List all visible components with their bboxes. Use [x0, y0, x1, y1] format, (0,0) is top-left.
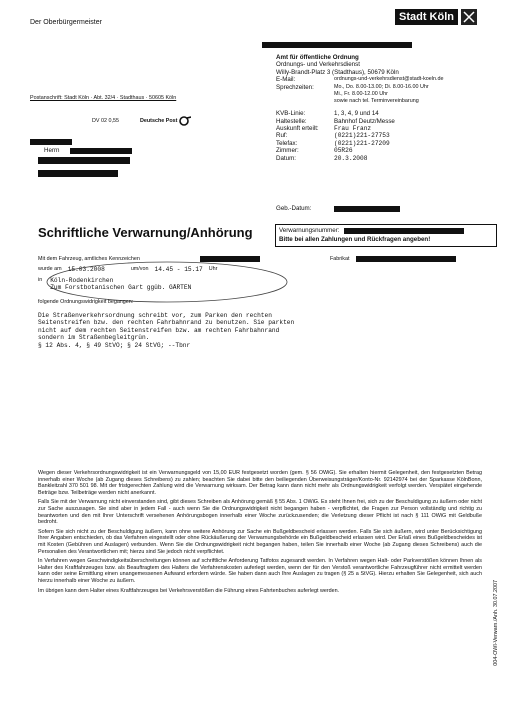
fax-value: (0221)221-27209	[334, 139, 390, 147]
email-value: ordnungs-und-verkehrsdienst@stadt-koeln.de	[334, 76, 444, 83]
dob-row	[276, 205, 400, 212]
postage: DV 02 0,55	[92, 118, 119, 124]
incident-place-1: Köln-Rodenkirchen	[50, 277, 114, 284]
stop-label: Haltestelle:	[276, 117, 307, 125]
body-paragraphs	[38, 470, 482, 597]
hours-label: Sprechzeiten:	[276, 83, 314, 91]
make-label: Fabrikat	[330, 256, 350, 262]
hours-value3: sowie nach tel. Terminvereinbarung	[334, 97, 419, 104]
stop-value: Bahnhof Deutz/Messe	[334, 117, 395, 125]
dob-label: Geb.-Datum:	[276, 205, 312, 212]
phone-label: Ruf:	[276, 132, 288, 140]
offence-label: folgende Ordnungswidrigkeit begangen:	[38, 299, 134, 305]
offence-text	[38, 312, 294, 349]
carrier: Deutsche Post	[140, 117, 178, 124]
reference-box	[275, 224, 497, 247]
room-value: 05R26	[334, 147, 353, 155]
office-block	[276, 54, 506, 162]
fax-label: Telefax:	[276, 139, 298, 147]
time-suffix: Uhr	[208, 266, 218, 272]
reference-note: Bitte bei allen Zahlungen und Rückfragen angeben!	[279, 236, 431, 244]
recipient-redacted-2	[38, 157, 130, 164]
offence-line-4: sondern im Straßenbegleitgrün.	[38, 334, 150, 342]
coat-of-arms-icon	[460, 8, 478, 26]
reference-label: Verwarnungsnummer:	[279, 227, 340, 234]
email-label: E-Mail:	[276, 76, 296, 84]
offence-line-2: Seitenstreifen bzw. den rechten Fahrbahnrand zu benutzen. Sie parkten	[38, 319, 295, 327]
room-label: Zimmer:	[276, 147, 299, 155]
time-prefix: um/von	[130, 266, 149, 272]
incident-time: 14.45 - 15.17	[154, 266, 203, 273]
office-address: Willy-Brandt-Platz 3 (Stadthaus), 50679 Köln	[276, 68, 399, 76]
offence-line-5: § 12 Abs. 4, § 49 StVO; § 24 StVG; --Tbnr	[38, 341, 191, 349]
redacted-header	[262, 42, 412, 48]
paragraph-procedure: Sofern Sie sich nicht zu der Beschuldigung äußern, kann ohne weitere Anhörung zur Sache ein Bußgeldbescheid erlassen werden. Falls Sie sich äußern, wird unter Berücksichtigung Ihrer Angaben entschieden, ob das Verfahren eingestellt oder ohne Rückäußerung der Verwarnungsbehörde ein Bußgeldbescheid erlassen wird. Der Erlaß eines Bußgeldbescheides ist mit Kosten (Gebühren und Auslagen) verbunden. Wenn Sie die Ordnungswidrigkeit nicht begangen haben, teilen Sie innerhalb einer Woche (ab Zugang dieses Schreibens) auch die Personalien des Verantwortlichen mit; hierzu sind Sie jedoch nicht verpflichtet.	[38, 528, 482, 555]
kvb-value: 1, 3, 4, 9 und 14	[334, 110, 379, 118]
dept-line2: Ordnungs- und Verkehrsdienst	[276, 61, 360, 69]
recipient-redacted-1	[70, 148, 132, 154]
incident-date: 15.03.2008	[67, 266, 105, 273]
paragraph-hearing: Falls Sie mit der Verwarnung nicht einverstanden sind, gibt dieses Schreiben als Anhörung gemäß § 55 Abs. 1 OWiG. Es steht Ihnen frei, sich zu der Beschuldigung zu äußern oder nicht zur Sache auszusagen. Sie sind aber in jedem Fall - auch wenn Sie die Ordnungswidrigkeit nicht begangen haben - verpflichtet, die Fragen zur Person vollständig und richtig zu beantworten und den mit Ihrer Unterschrift versehenen Anhörungsbogen innerhalb einer Woche zurückzusenden; die Verletzung dieser Pflicht ist nach § 111 OWiG mit Geldbuße bedroht.	[38, 499, 482, 526]
form-code-vertical: 004-OWI-Verwarn./Anh. 30.07.2007	[493, 580, 499, 666]
place-prefix: in	[38, 277, 43, 283]
redacted-code	[30, 139, 72, 145]
authority-name: Der Oberbürgermeister	[30, 19, 102, 26]
dob-redacted	[334, 206, 400, 212]
date-prefix: wurde am	[38, 266, 62, 272]
sender-line: Postanschrift: Stadt Köln · Abt. 32/4 · Stadthaus · 50605 Köln	[30, 95, 177, 101]
postage-stamp	[140, 116, 191, 126]
date-value: 20.3.2008	[334, 154, 368, 162]
incident-place-2: Zum Forstbotanischen Gart ggüb. GÄRTEN	[50, 284, 192, 292]
info-value: Frau Franz	[334, 125, 372, 133]
dept-line1: Amt für öffentliche Ordnung	[276, 54, 359, 61]
city-logo	[395, 8, 478, 26]
post-horn-icon	[179, 116, 191, 126]
page-title: Schriftliche Verwarnung/Anhörung	[38, 225, 253, 240]
hours-value1: Mo., Do. 8.00-13.00; Di. 8.00-16.00 Uhr	[334, 83, 429, 90]
info-label: Auskunft erteilt:	[276, 125, 319, 133]
recipient-salutation: Herrn	[44, 147, 60, 154]
offence-line-1: Die Straßenverkehrsordnung schreibt vor, zum Parken den rechten	[38, 312, 272, 319]
phone-value: (0221)221-27753	[334, 132, 390, 140]
vehicle-label: Mit dem Fahrzeug, amtliches Kennzeichen	[38, 256, 140, 262]
reference-redacted	[344, 228, 464, 234]
kvb-label: KVB-Linie:	[276, 110, 306, 118]
date-label: Datum:	[276, 154, 296, 162]
paragraph-fine: Wegen dieser Verkehrsordnungswidrigkeit ist ein Verwarnungsgeld von 15,00 EUR festgesetzt worden (gem. § 56 OWiG). Sie erhalten hiermit Gelegenheit, den festgesetzten Betrag innerhalb einer Woche (ab Zugang dieses Schreibens) zu zahlen; beachten Sie dabei bitte den beiliegenden Überweisungsträger/Konto-Nr. 92142974 bei der Sparkasse KölnBonn, Bankleitzahl 370 501 98. Mit der fristgerechten Zahlung wird die Verwarnung wirksam. Der Betrag kann dann nicht mehr als Ordnungswidrigkeit verfolgt werden. Verspätet eingehende Beträge bzw. Teilbeträge werden nicht anerkannt.	[38, 470, 482, 496]
recipient-redacted-3	[38, 170, 118, 177]
paragraph-logbook: Im übrigen kann dem Halter eines Kraftfahrzeuges bei Verkehrsverstößen die Führung eines Fahrtenbuches auferlegt werden.	[38, 587, 340, 594]
make-redacted	[356, 256, 456, 262]
offence-line-3: nicht auf dem rechten Seitenstreifen bzw. am rechten Fahrbahnrand	[38, 326, 280, 334]
paragraph-costs: In Verfahren wegen Geschwindigkeitsüberschreitungen können auf schriftliche Anforderung Tatfotos zugesandt werden. In Verfahren wegen Halt- oder Parkverstößen können Ihnen als Halter des Kraftfahrzeuges bzw. als Beauftragtem des Halters die Verfahrenskosten auferlegt werden, wenn der für den Verstoß verantwortliche Fahrzeugführer nicht ermittelt werden kann oder seine Ermittlung einen unangemessenen Aufwand erfordern würde. Sie haben dann auch Ihre Auslagen zu tragen (§ 25 a StVG). Hierzu erhalten Sie Gelegenheit, sich auch hierzu innerhalb einer Woche zu äußern.	[38, 558, 482, 584]
hours-value2: Mi., Fr. 8.00-12.00 Uhr	[334, 91, 388, 98]
city-logo-text: Stadt Köln	[395, 9, 458, 25]
